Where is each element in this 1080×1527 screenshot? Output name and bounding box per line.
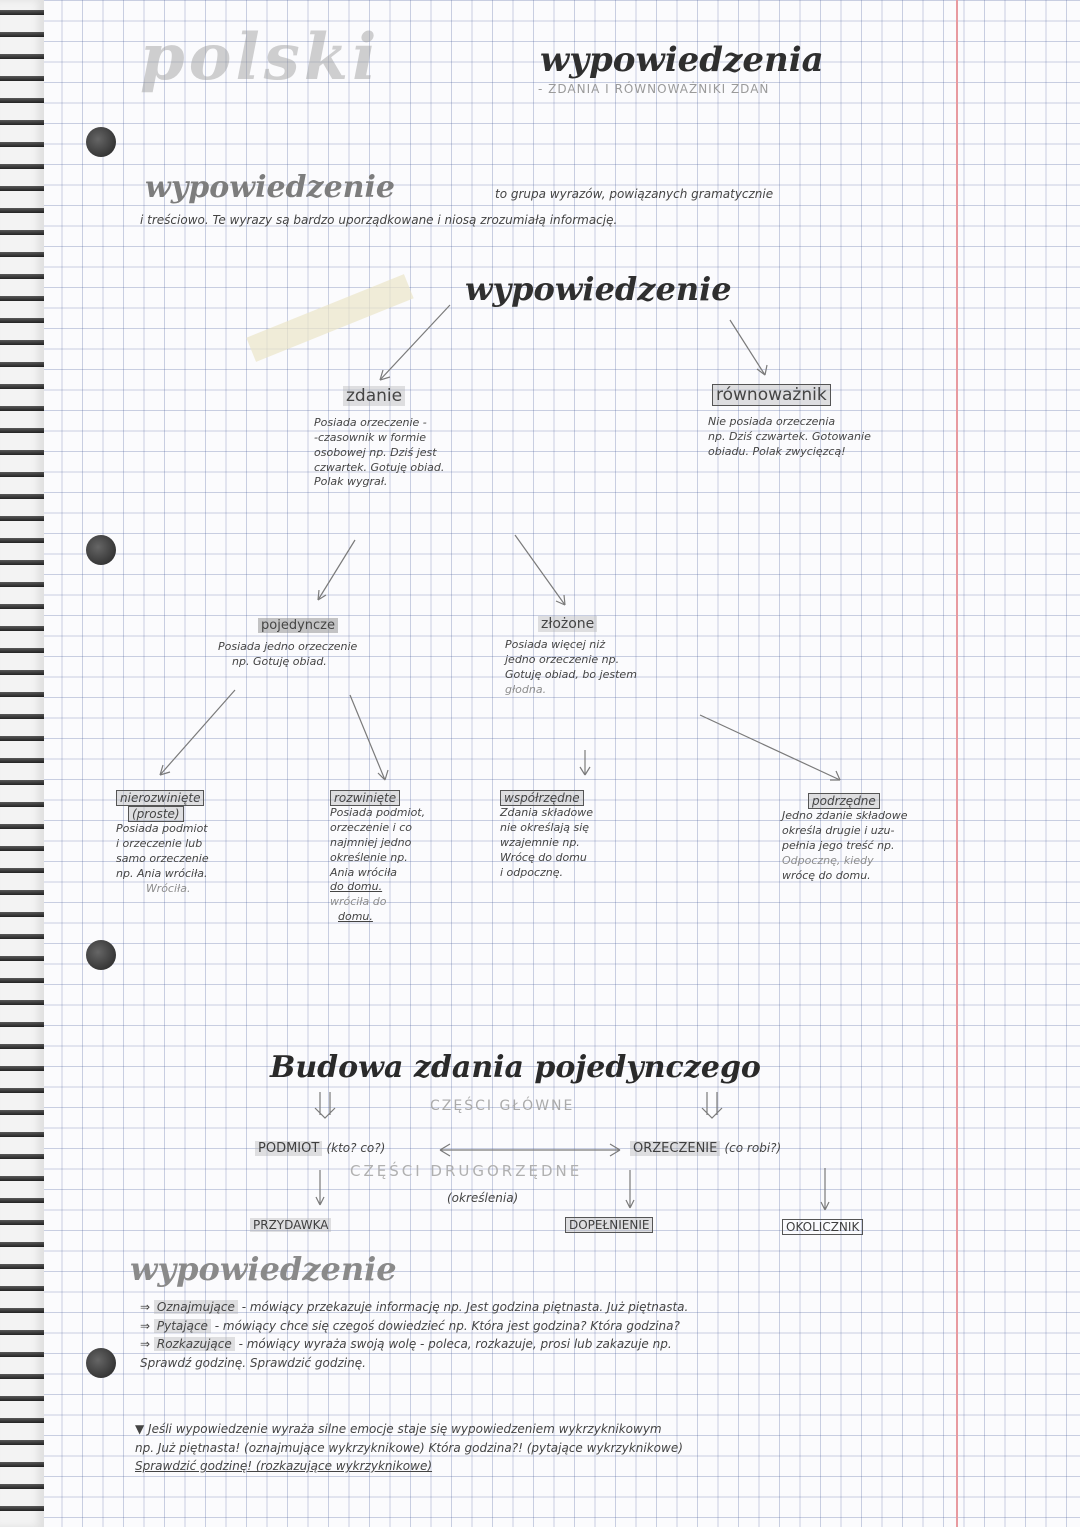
arrow-icon: ⇒ <box>140 1300 154 1314</box>
node-wspolrzedne-title: współrzędne <box>500 790 584 806</box>
desc-line: obiadu. Polak zwycięzcą! <box>708 444 846 458</box>
page-subtitle: - ZDANIA I RÓWNOWAŻNIKI ZDAŃ <box>538 82 770 96</box>
warning-icon: ▼ <box>135 1422 149 1436</box>
desc-line: Gotuję obiad, bo jestem <box>505 667 637 681</box>
przydawka-label <box>250 1218 331 1232</box>
type-text: - mówiący wyraża swoją wolę - poleca, rozkazuje, prosi lub zakazuje np. <box>238 1337 672 1352</box>
page-title: wypowiedzenia <box>540 40 824 80</box>
node-pojedyncze-title: pojedyncze <box>258 618 338 633</box>
type-item <box>140 1298 688 1317</box>
desc-line: domu. <box>338 910 373 924</box>
node-rownowaznik-desc <box>708 415 871 460</box>
podmiot-row <box>255 1140 385 1156</box>
desc-line: Wrócę do domu <box>500 850 587 864</box>
note-line: np. Już piętnasta! (oznajmujące wykrzyknikowe) Która godzina?! (pytające wykrzyknikowe) <box>135 1440 683 1455</box>
node-zdanie-title: zdanie <box>343 386 405 406</box>
types-title: wypowiedzenie <box>130 1250 397 1288</box>
desc-line: Ania wróciła <box>330 865 398 879</box>
desc-line: osobowej np. Dziś jest <box>314 445 437 459</box>
desc-line: np. Dziś czwartek. Gotowanie <box>708 429 871 443</box>
node-rownowaznik-title: równoważnik <box>712 384 831 406</box>
node-wspolrzedne <box>500 790 593 880</box>
podmiot-label: PODMIOT <box>255 1141 322 1156</box>
node-zlozone-label <box>538 616 597 632</box>
desc-line: Posiada więcej niż <box>505 638 606 651</box>
desc-line: i orzeczenie lub <box>116 837 203 851</box>
type-text: - mówiący przekazuje informację np. Jest godzina piętnasta. Już piętnasta. <box>241 1300 689 1314</box>
desc-line: pełnia jego treść np. <box>782 838 895 852</box>
desc-line: Zdania składowe <box>500 806 594 820</box>
dopelnienie-text: DOPEŁNIENIE <box>565 1217 653 1233</box>
desc-line: najmniej jedno <box>330 835 412 849</box>
desc-line: np. Gotuję obiad. <box>232 654 327 668</box>
okolicznik-text: OKOLICZNIK <box>782 1219 863 1235</box>
desc-line: Nie posiada orzeczenia <box>708 415 836 428</box>
rozkaz-example: Sprawdź godzinę. Sprawdzić godzinę. <box>140 1355 366 1370</box>
desc-line: nie określają się <box>500 821 590 835</box>
desc-line: samo orzeczenie <box>116 852 209 866</box>
desc-line: wróciła do <box>330 895 387 909</box>
desc-line: wzajemnie np. <box>500 835 580 849</box>
desc-line: -czasownik w formie <box>314 430 427 444</box>
desc-line: Jedno zdanie składowe <box>782 809 908 823</box>
type-item <box>140 1317 688 1336</box>
type-text: - mówiący chce się czegoś dowiedzieć np. Która jest godzina? Która godzina? <box>214 1318 680 1333</box>
node-podrzedne-title: podrzędne <box>808 793 880 809</box>
type-name: Pytające <box>154 1319 211 1333</box>
okreslenia-label: (określenia) <box>447 1191 519 1205</box>
czesci-drugorzedne-label: CZĘŚCI DRUGORZĘDNE <box>350 1162 583 1180</box>
desc-line: Posiada podmiot, <box>330 806 426 820</box>
desc-line: jedno orzeczenie np. <box>505 652 620 666</box>
type-name: Rozkazujące <box>154 1337 235 1351</box>
node-zlozone-title: złożone <box>538 616 597 632</box>
definition-text-line2: i treściowo. Te wyrazy są bardzo uporządkowane i niosą zrozumiałą informację. <box>140 213 618 227</box>
subject-heading: polski <box>140 20 381 95</box>
desc-line: czwartek. Gotuję obiad. <box>314 460 445 474</box>
desc-line: Posiada jedno orzeczenie <box>218 640 358 653</box>
desc-line: Posiada podmiot <box>116 822 208 836</box>
okolicznik-label <box>782 1220 863 1234</box>
node-nierozwiniete-title: nierozwinięte <box>116 790 204 806</box>
node-pojedyncze-label <box>258 618 338 633</box>
desc-line: głodna. <box>505 682 547 696</box>
desc-line: określa drugie i uzu- <box>782 824 895 838</box>
desc-line: określenie np. <box>330 850 408 864</box>
czesci-glowne-label: CZĘŚCI GŁÓWNE <box>430 1098 575 1114</box>
desc-line: Posiada orzeczenie - <box>314 416 427 429</box>
orzeczenie-label: ORZECZENIE <box>630 1141 720 1156</box>
budowa-title: Budowa zdania pojedynczego <box>270 1050 761 1085</box>
node-pojedyncze-desc <box>218 640 357 670</box>
desc-line: i odpocznę. <box>500 865 564 879</box>
desc-line: wrócę do domu. <box>782 868 871 882</box>
desc-line: np. Ania wróciła. <box>116 866 208 880</box>
arrow-icon: ⇒ <box>140 1318 154 1333</box>
desc-line: Polak wygrał. <box>314 475 388 489</box>
note-block <box>135 1420 683 1476</box>
type-name: Oznajmujące <box>154 1300 238 1314</box>
desc-line: Odpocznę, kiedy <box>782 853 874 867</box>
podmiot-question: (kto? co?) <box>326 1141 386 1155</box>
node-zlozone-desc <box>505 638 637 697</box>
orzeczenie-row <box>630 1140 781 1156</box>
dopelnienie-label <box>565 1218 653 1232</box>
node-nierozwiniete <box>116 790 209 897</box>
przydawka-text: PRZYDAWKA <box>250 1218 331 1232</box>
node-podrzedne <box>782 793 907 883</box>
type-item <box>140 1335 688 1354</box>
node-rozwiniete-title: rozwinięte <box>330 790 400 806</box>
desc-line: orzeczenie i co <box>330 821 413 835</box>
orzeczenie-question: (co robi?) <box>724 1141 782 1155</box>
note-line: Jeśli wypowiedzenie wyraża silne emocje staje się wypowiedzeniem wykrzyknikowym <box>148 1422 662 1436</box>
tree-root: wypowiedzenie <box>465 270 732 308</box>
desc-line: do domu. <box>330 880 383 894</box>
node-rownowaznik-label <box>712 385 831 405</box>
desc-line: Wróciła. <box>146 881 191 895</box>
node-rozwiniete <box>330 790 425 925</box>
node-zdanie-desc <box>314 416 444 490</box>
definition-text-line1: to grupa wyrazów, powiązanych gramatycznie <box>495 187 774 201</box>
arrow-icon: ⇒ <box>140 1337 154 1352</box>
node-zdanie-label <box>343 386 405 406</box>
node-nierozwiniete-subtitle: (proste) <box>128 806 184 822</box>
note-line: Sprawdzić godzinę! (rozkazujące wykrzyknikowe) <box>135 1459 433 1474</box>
definition-term: wypowiedzenie <box>145 170 395 205</box>
types-list <box>140 1298 688 1372</box>
